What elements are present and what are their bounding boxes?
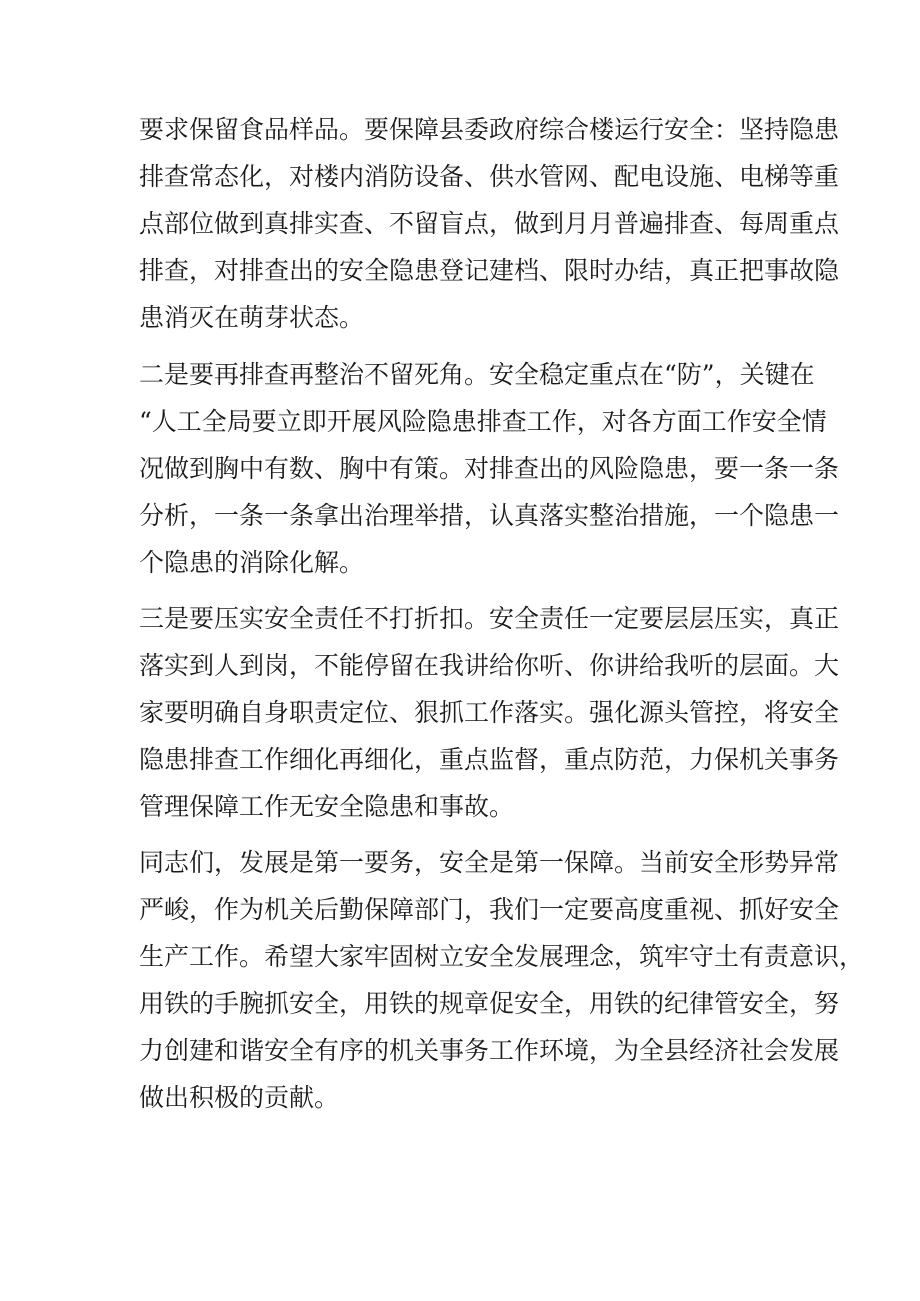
text-line: 点部位做到真排实查、不留盲点，做到月月普遍排查、每周重点 [139,209,840,238]
text-line: 个隐患的消除化解。 [139,548,365,577]
text-line: “人工全局要立即开展风险隐患排查工作，对各方面工作安全情 [139,407,827,436]
text-line: 要求保留食品样品。要保障县委政府综合楼运行安全：坚持隐患 [139,115,840,144]
text-line: 严峻，作为机关后勤保障部门，我们一定要高度重视、抓好安全 [139,895,840,924]
text-line: 排查常态化，对楼内消防设备、供水管网、配电设施、电梯等重 [139,162,840,191]
text-line: 二是要再排查再整治不留死角。安全稳定重点在“防”，关键在 [139,360,815,389]
text-line: 力创建和谐安全有序的机关事务工作环境，为全县经济社会发展 [139,1036,840,1065]
text-line: 做出积极的贡献。 [139,1083,340,1112]
text-line: 同志们，发展是第一要务，安全是第一保障。当前安全形势异常 [139,848,840,877]
text-line: 排查，对排查出的安全隐患登记建档、限时办结，真正把事故隐 [139,256,840,285]
text-line: 家要明确自身职责定位、狠抓工作落实。强化源头管控，将安全 [139,698,840,727]
text-line: 三是要压实安全责任不打折扣。安全责任一定要层层压实，真正 [139,604,840,633]
text-line: 况做到胸中有数、胸中有策。对排查出的风险隐患，要一条一条 [139,454,840,483]
text-line: 隐患排查工作细化再细化，重点监督，重点防范，力保机关事务 [139,745,840,774]
text-line: 管理保障工作无安全隐患和事故。 [139,792,515,821]
text-line: 生产工作。希望大家牢固树立安全发展理念，筑牢守土有责意识， [139,942,865,971]
text-line: 分析，一条一条拿出治理举措，认真落实整治措施，一个隐患一 [139,501,840,530]
text-line: 落实到人到岗，不能停留在我讲给你听、你讲给我听的层面。大 [139,651,840,680]
text-line: 患消灭在萌芽状态。 [139,303,365,332]
text-line: 用铁的手腕抓安全，用铁的规章促安全，用铁的纪律管安全，努 [139,989,840,1018]
